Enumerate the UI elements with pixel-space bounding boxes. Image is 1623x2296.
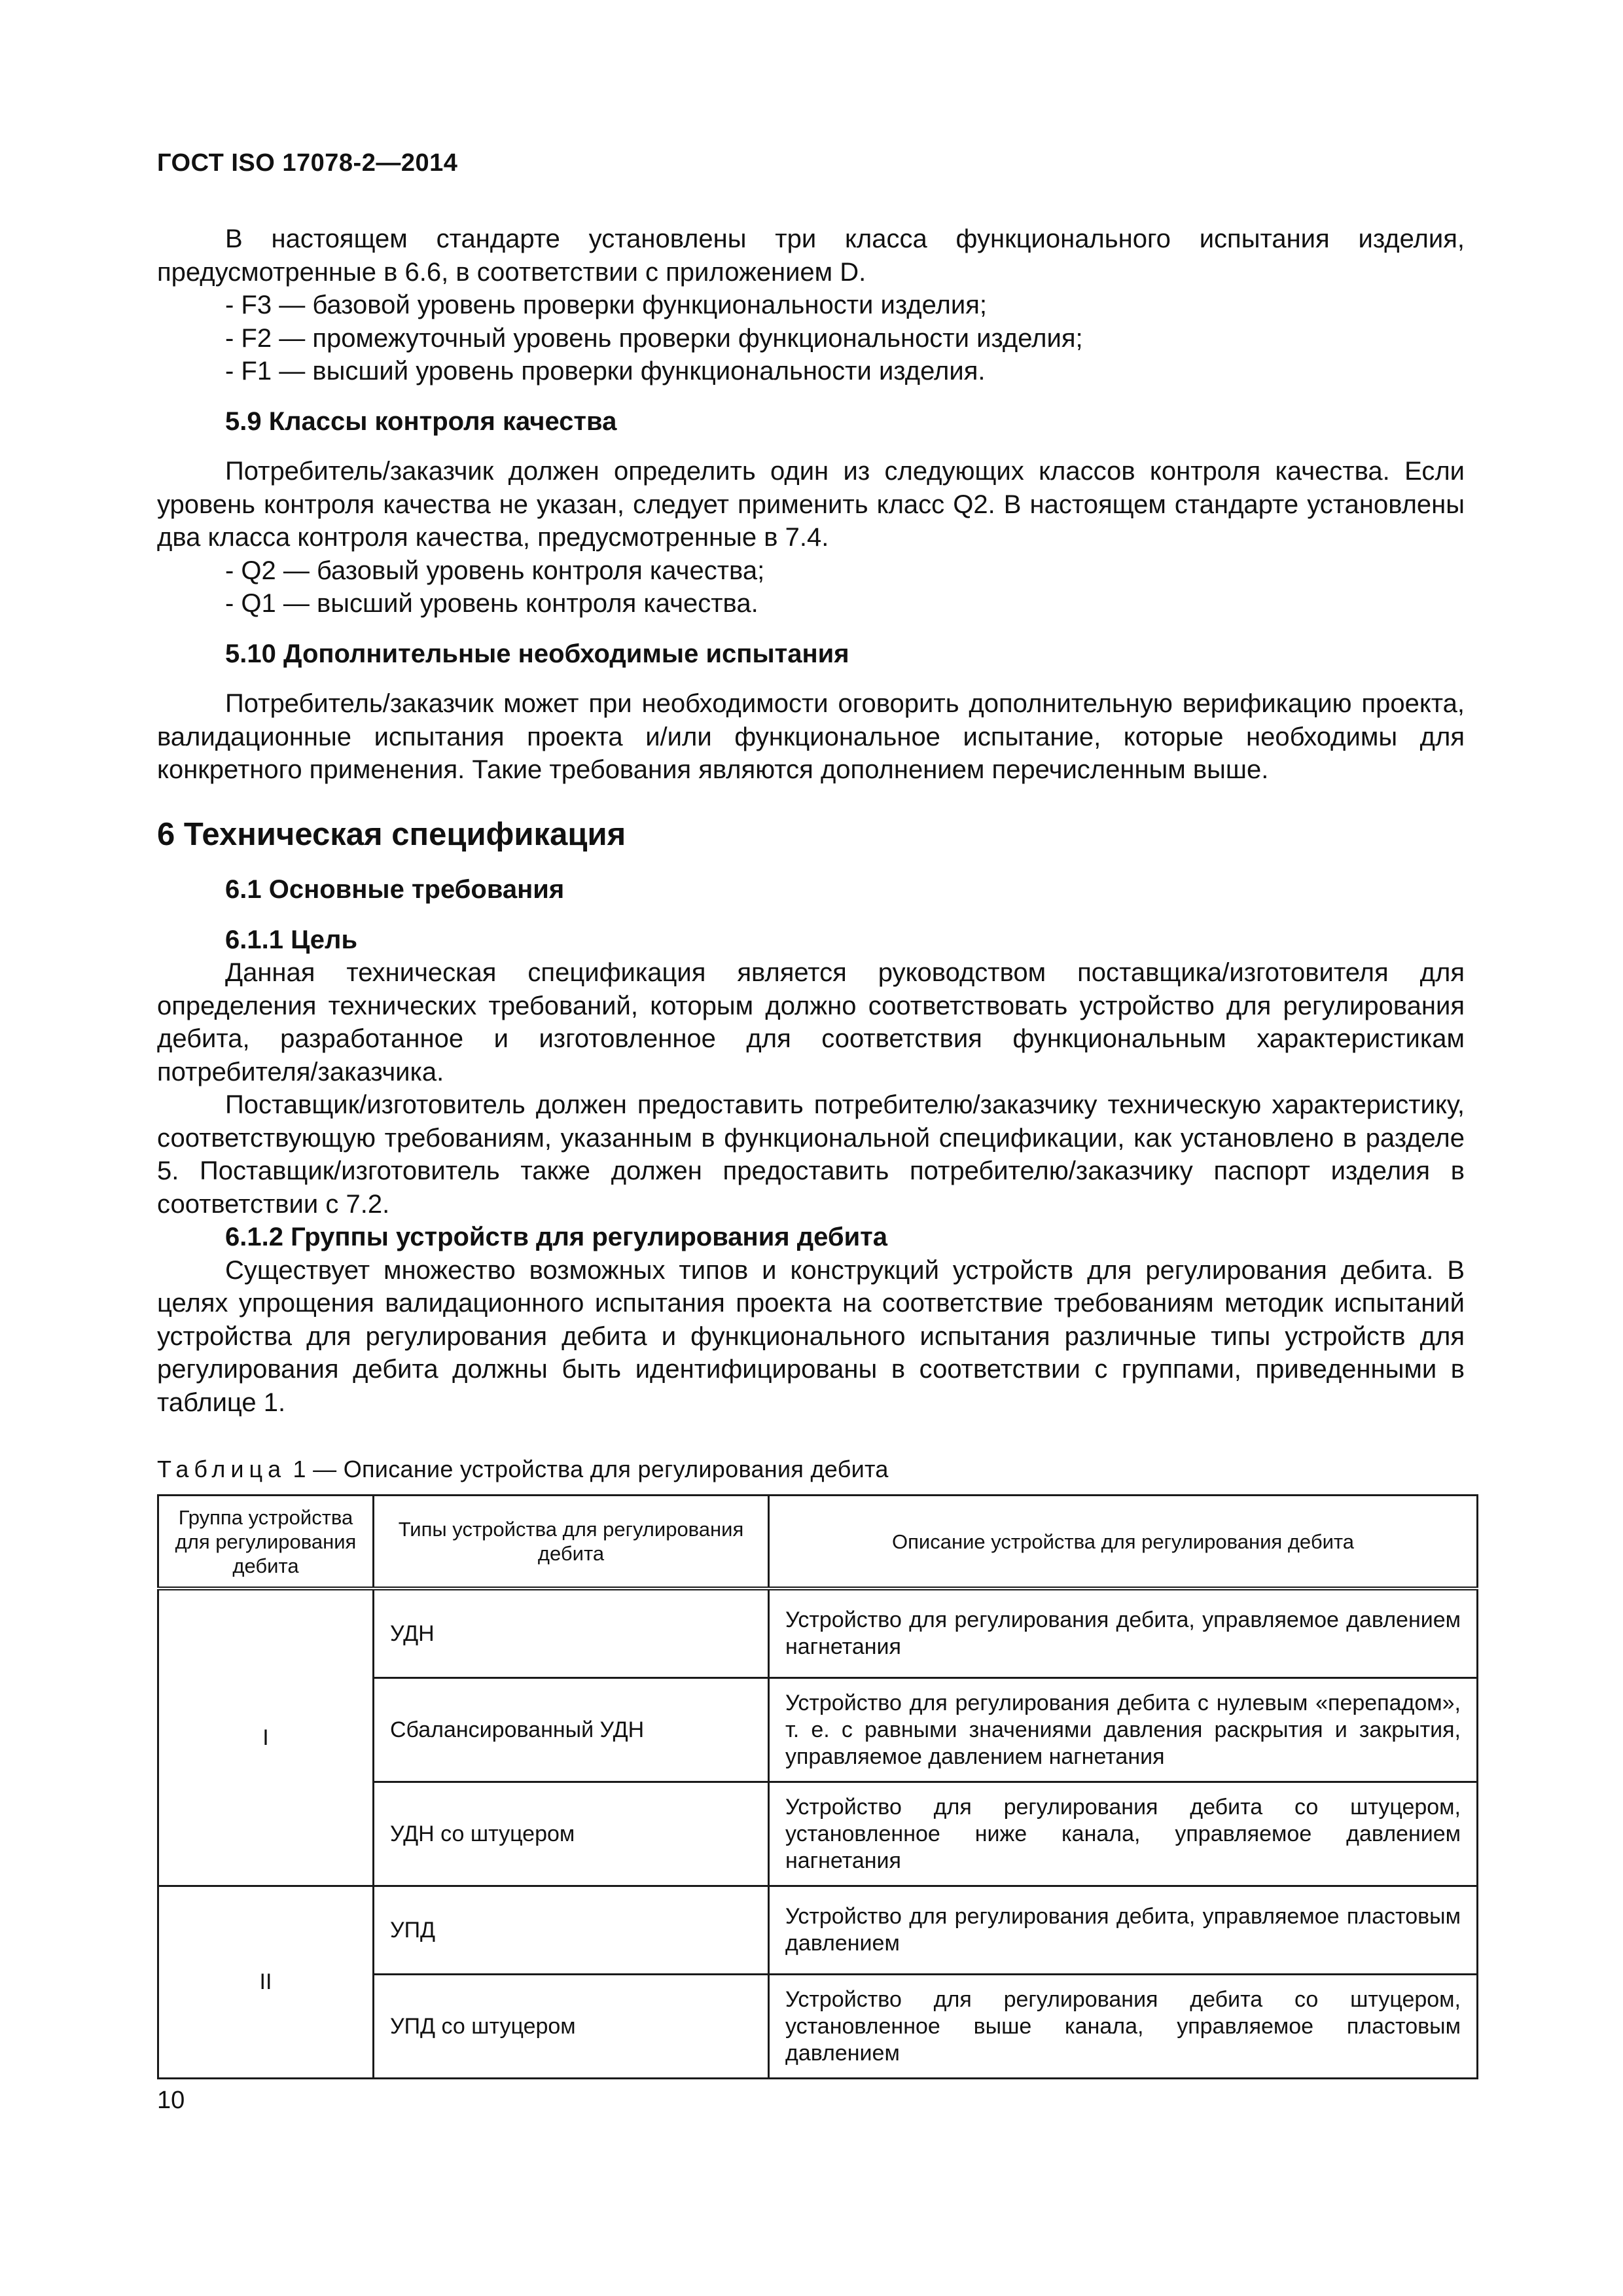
document-header: ГОСТ ISO 17078-2—2014 <box>157 149 458 177</box>
header-description: Описание устройства для регулирования дебита <box>769 1496 1478 1589</box>
description-cell: Устройство для регулирования дебита с нулевым «перепадом», т. е. с равными значениями давления раскрытия и закрытия, управляемое давлением нагнетания <box>769 1678 1478 1782</box>
device-groups-table <box>157 1494 1478 2079</box>
section-5-10-paragraph: Потребитель/заказчик может при необходимости оговорить дополнительную верификацию проекта, валидационные испытания проекта и/или функциональное испытание, которые необходимы для конкретного применения. Такие требования являются дополнением перечисленным выше. <box>157 689 1465 784</box>
type-cell: УДН со штуцером <box>374 1782 769 1886</box>
section-6-1-title: 6.1 Основные требования <box>225 875 565 904</box>
type-cell: Сбалансированный УДН <box>374 1678 769 1782</box>
type-cell: УДН <box>374 1588 769 1678</box>
section-5-9-paragraph: Потребитель/заказчик должен определить один из следующих классов контроля качества. Если уровень контроля качества не указан, следует применить класс Q2. В настоящем стандарте установлены два класса контроля качества, предусмотренные в 7.4. <box>157 457 1465 552</box>
section-6-title: 6 Техническая спецификация <box>157 816 626 852</box>
group-cell-1: I <box>158 1588 374 1886</box>
header-types: Типы устройства для регулирования дебита <box>374 1496 769 1589</box>
section-6-1-2-title: 6.1.2 Группы устройств для регулирования дебита <box>225 1223 887 1251</box>
description-cell: Устройство для регулирования дебита со штуцером, установленное выше канала, управляемое пластовым давлением <box>769 1975 1478 2079</box>
description-cell: Устройство для регулирования дебита, управляемое пластовым давлением <box>769 1886 1478 1975</box>
list-item-f1: - F1 — высший уровень проверки функциональности изделия. <box>225 357 986 386</box>
section-6-1-1-paragraph-1: Данная техническая спецификация является руководством поставщика/изготовителя для определения технических требований, которым должно соответствовать устройство для регулирования дебита, разработанное и изготовленное для соответствия функциональным характеристикам потребителя/заказчика. <box>157 958 1465 1086</box>
document-body <box>157 223 1465 1486</box>
description-cell: Устройство для регулирования дебита, управляемое давлением нагнетания <box>769 1588 1478 1678</box>
intro-paragraph: В настоящем стандарте установлены три класса функционального испытания изделия, предусмотренные в 6.6, в соответствии с приложением D. <box>157 224 1465 287</box>
list-item-q1: - Q1 — высший уровень контроля качества. <box>225 589 758 618</box>
list-item-q2: - Q2 — базовый уровень контроля качества; <box>225 556 765 585</box>
table-caption-text: 1 — Описание устройства для регулирования дебита <box>293 1456 889 1482</box>
section-6-1-1-title: 6.1.1 Цель <box>225 925 358 954</box>
section-6-1-1-paragraph-2: Поставщик/изготовитель должен предоставить потребителю/заказчику техническую характеристику, соответствующую требованиям, указанным в функциональной спецификации, как установлено в разделе 5. Поставщик/изготовитель также должен предоставить потребителю/заказчику паспорт изделия в соответствии с 7.2. <box>157 1090 1465 1219</box>
type-cell: УПД <box>374 1886 769 1975</box>
table-caption <box>157 1453 1465 1486</box>
section-6-1-2-paragraph: Существует множество возможных типов и конструкций устройств для регулирования дебита. В целях упрощения валидационного испытания проекта на соответствие требованиям методик испытаний устройства для регулирования дебита и функционального испытания различные типы устройств для регулирования дебита должны быть идентифицированы в соответствии с группами, приведенными в таблице 1. <box>157 1255 1465 1417</box>
list-item-f2: - F2 — промежуточный уровень проверки функциональности изделия; <box>225 323 1083 353</box>
section-5-9-title: 5.9 Классы контроля качества <box>225 406 617 436</box>
description-cell: Устройство для регулирования дебита со штуцером, установленное ниже канала, управляемое давлением нагнетания <box>769 1782 1478 1886</box>
table-caption-label: Таблица <box>157 1456 287 1482</box>
group-cell-2: II <box>158 1886 374 2079</box>
table-header-row <box>158 1496 1478 1589</box>
table-row <box>158 1886 1478 1975</box>
list-item-f3: - F3 — базовой уровень проверки функциональности изделия; <box>225 291 988 319</box>
table-row <box>158 1588 1478 1678</box>
page-number: 10 <box>157 2087 185 2114</box>
type-cell: УПД со штуцером <box>374 1975 769 2079</box>
header-group: Группа устройства для регулирования дебита <box>158 1496 374 1589</box>
section-5-10-title: 5.10 Дополнительные необходимые испытания <box>225 639 849 668</box>
